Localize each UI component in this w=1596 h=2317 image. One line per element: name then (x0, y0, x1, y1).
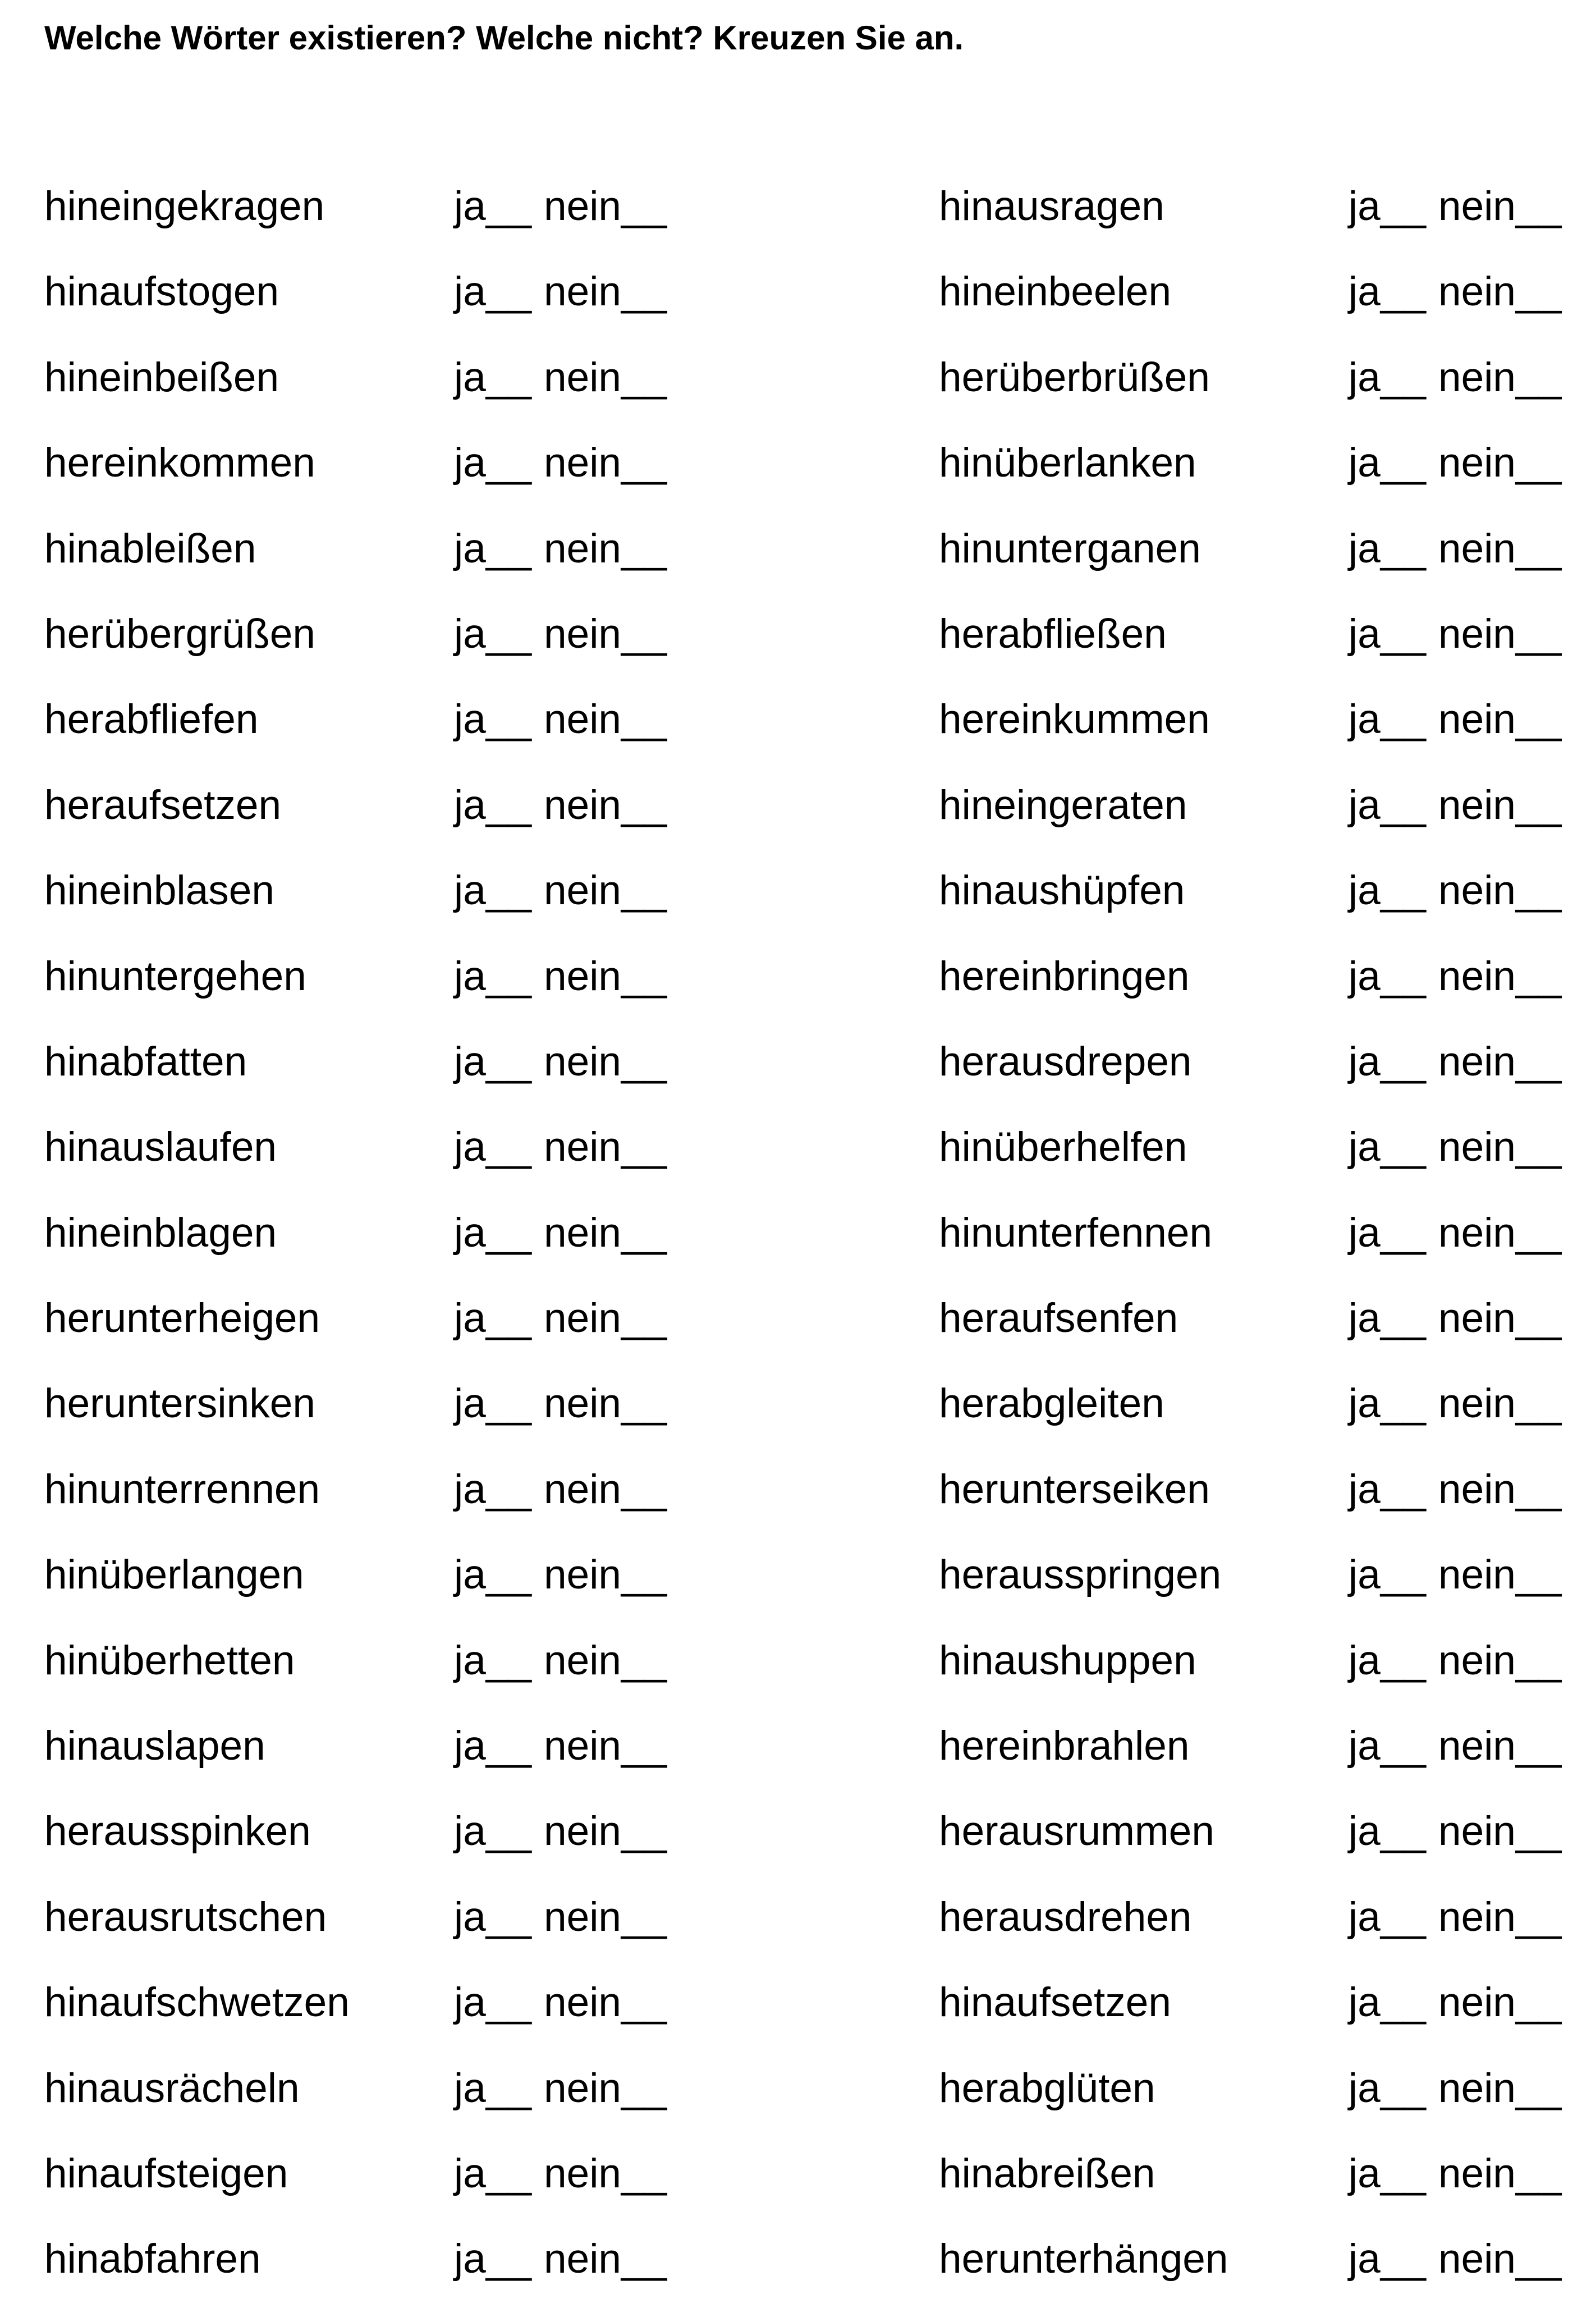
ja-answer-blank[interactable]: ja__ (454, 1894, 532, 1940)
nein-answer-blank[interactable]: nein__ (1438, 1466, 1562, 1512)
word-label: heruntersinken (44, 1381, 315, 1427)
ja-answer-blank[interactable]: ja__ (454, 1466, 532, 1512)
nein-answer-blank[interactable]: nein__ (1438, 269, 1562, 315)
word-label: hineinblagen (44, 1210, 277, 1256)
word-row (939, 1975, 1584, 2060)
word-row (939, 2060, 1584, 2146)
word-row (939, 949, 1584, 1034)
nein-answer-blank[interactable]: nein__ (544, 2236, 667, 2282)
word-row (44, 1205, 690, 1290)
nein-answer-blank[interactable]: nein__ (544, 1466, 667, 1512)
ja-answer-blank[interactable]: ja__ (1349, 868, 1427, 914)
nein-answer-blank[interactable]: nein__ (1438, 354, 1562, 400)
word-label: hinabreißen (939, 2150, 1155, 2196)
nein-answer-blank[interactable]: nein__ (1438, 525, 1562, 571)
word-row (939, 2231, 1584, 2316)
answer-options (1349, 1633, 1561, 1689)
answer-options (1349, 1034, 1561, 1090)
word-row (44, 264, 690, 349)
word-label: heraufsetzen (44, 782, 282, 828)
word-row (44, 949, 690, 1034)
answer-options (1349, 1376, 1561, 1432)
word-label: herübergrüßen (44, 611, 315, 657)
answer-options (1349, 1975, 1561, 2031)
answer-options (1349, 1205, 1561, 1261)
word-row (44, 178, 690, 264)
answer-options (454, 863, 667, 919)
word-label: herunterheigen (44, 1295, 320, 1341)
ja-answer-blank[interactable]: ja__ (454, 697, 532, 743)
answer-options (454, 350, 667, 406)
answer-options (454, 1462, 667, 1518)
ja-answer-blank[interactable]: ja__ (454, 2236, 532, 2282)
ja-answer-blank[interactable]: ja__ (454, 1552, 532, 1598)
word-row (44, 777, 690, 863)
word-label: hineingekragen (44, 184, 325, 229)
word-label: hereinkummen (939, 697, 1210, 743)
word-label: hinabfatten (44, 1038, 247, 1084)
ja-answer-blank[interactable]: ja__ (1349, 782, 1427, 828)
answer-options (454, 1119, 667, 1175)
ja-answer-blank[interactable]: ja__ (454, 2150, 532, 2196)
word-label: hinunterfennen (939, 1210, 1213, 1256)
ja-answer-blank[interactable]: ja__ (454, 782, 532, 828)
word-label: hinuntergehen (44, 953, 306, 999)
ja-answer-blank[interactable]: ja__ (1349, 697, 1427, 743)
answer-options (454, 1633, 667, 1689)
nein-answer-blank[interactable]: nein__ (1438, 1980, 1562, 2026)
nein-answer-blank[interactable]: nein__ (1438, 1894, 1562, 1940)
word-label: hinauslaufen (44, 1124, 277, 1170)
nein-answer-blank[interactable]: nein__ (544, 2150, 667, 2196)
ja-answer-blank[interactable]: ja__ (1349, 1980, 1427, 2026)
ja-answer-blank[interactable]: ja__ (454, 1808, 532, 1854)
word-label: hineinbeelen (939, 269, 1172, 315)
nein-answer-blank[interactable]: nein__ (1438, 2236, 1562, 2282)
answer-options (1349, 1547, 1561, 1603)
word-label: hereinbrahlen (939, 1723, 1190, 1769)
ja-answer-blank[interactable]: ja__ (454, 1381, 532, 1427)
ja-answer-blank[interactable]: ja__ (1349, 1295, 1427, 1341)
word-row (44, 606, 690, 692)
nein-answer-blank[interactable]: nein__ (544, 611, 667, 657)
nein-answer-blank[interactable]: nein__ (544, 525, 667, 571)
ja-answer-blank[interactable]: ja__ (454, 1124, 532, 1170)
answer-options (454, 1205, 667, 1261)
nein-answer-blank[interactable]: nein__ (1438, 2065, 1562, 2111)
answer-options (454, 1975, 667, 2031)
worksheet-title: Welche Wörter existieren? Welche nicht? Kreuzen Sie an. (44, 19, 964, 57)
nein-answer-blank[interactable]: nein__ (1438, 1381, 1562, 1427)
answer-options (1349, 264, 1561, 320)
word-row (939, 1547, 1584, 1632)
ja-answer-blank[interactable]: ja__ (1349, 1552, 1427, 1598)
nein-answer-blank[interactable]: nein__ (544, 1552, 667, 1598)
word-label: herabgleiten (939, 1381, 1164, 1427)
word-label: herausdrepen (939, 1038, 1192, 1084)
word-label: hinausrächeln (44, 2065, 300, 2111)
nein-answer-blank[interactable]: nein__ (1438, 184, 1562, 229)
word-row (44, 2146, 690, 2231)
answer-options (454, 606, 667, 662)
answer-options (454, 1034, 667, 1090)
ja-answer-blank[interactable]: ja__ (1349, 1381, 1427, 1427)
word-label: herausrutschen (44, 1894, 327, 1940)
nein-answer-blank[interactable]: nein__ (544, 354, 667, 400)
ja-answer-blank[interactable]: ja__ (454, 184, 532, 229)
word-label: hinüberlangen (44, 1552, 304, 1598)
word-label: hineinbeißen (44, 354, 279, 400)
ja-answer-blank[interactable]: ja__ (454, 525, 532, 571)
answer-options (1349, 2231, 1561, 2287)
nein-answer-blank[interactable]: nein__ (1438, 2150, 1562, 2196)
word-row (939, 1205, 1584, 1290)
answer-options (454, 1290, 667, 1347)
answer-options (1349, 350, 1561, 406)
answer-options (1349, 2060, 1561, 2117)
answer-options (454, 949, 667, 1005)
ja-answer-blank[interactable]: ja__ (1349, 2236, 1427, 2282)
word-row (44, 1376, 690, 1461)
nein-answer-blank[interactable]: nein__ (544, 1637, 667, 1683)
nein-answer-blank[interactable]: nein__ (1438, 1210, 1562, 1256)
right-word-column (939, 178, 1584, 2317)
nein-answer-blank[interactable]: nein__ (1438, 611, 1562, 657)
ja-answer-blank[interactable]: ja__ (454, 1210, 532, 1256)
nein-answer-blank[interactable]: nein__ (1438, 697, 1562, 743)
answer-options (1349, 1889, 1561, 1945)
nein-answer-blank[interactable]: nein__ (544, 2065, 667, 2111)
nein-answer-blank[interactable]: nein__ (544, 1808, 667, 1854)
word-label: hinüberhelfen (939, 1124, 1187, 1170)
word-row (939, 1633, 1584, 1718)
ja-answer-blank[interactable]: ja__ (1349, 354, 1427, 400)
nein-answer-blank[interactable]: nein__ (544, 953, 667, 999)
ja-answer-blank[interactable]: ja__ (1349, 184, 1427, 229)
ja-answer-blank[interactable]: ja__ (1349, 611, 1427, 657)
answer-options (454, 692, 667, 748)
answer-options (454, 777, 667, 834)
ja-answer-blank[interactable]: ja__ (1349, 1894, 1427, 1940)
word-label: hinaufsteigen (44, 2150, 288, 2196)
word-label: herabglüten (939, 2065, 1155, 2111)
answer-options (454, 1376, 667, 1432)
nein-answer-blank[interactable]: nein__ (544, 1124, 667, 1170)
ja-answer-blank[interactable]: ja__ (454, 1980, 532, 2026)
word-label: herunterseiken (939, 1466, 1210, 1512)
nein-answer-blank[interactable]: nein__ (544, 1210, 667, 1256)
word-row (939, 435, 1584, 520)
answer-options (454, 264, 667, 320)
word-label: hinaufschwetzen (44, 1980, 350, 2026)
ja-answer-blank[interactable]: ja__ (1349, 1808, 1427, 1854)
answer-options (454, 435, 667, 491)
word-row (939, 1803, 1584, 1889)
word-row (939, 521, 1584, 606)
answer-options (1349, 435, 1561, 491)
answer-options (454, 1547, 667, 1603)
word-row (939, 863, 1584, 948)
answer-options (454, 1803, 667, 1860)
ja-answer-blank[interactable]: ja__ (454, 269, 532, 315)
nein-answer-blank[interactable]: nein__ (1438, 1038, 1562, 1084)
answer-options (1349, 949, 1561, 1005)
word-label: hinunterganen (939, 525, 1201, 571)
ja-answer-blank[interactable]: ja__ (1349, 1124, 1427, 1170)
nein-answer-blank[interactable]: nein__ (544, 440, 667, 486)
ja-answer-blank[interactable]: ja__ (454, 868, 532, 914)
ja-answer-blank[interactable]: ja__ (454, 440, 532, 486)
nein-answer-blank[interactable]: nein__ (1438, 1723, 1562, 1769)
ja-answer-blank[interactable]: ja__ (1349, 1038, 1427, 1084)
word-label: hereinkommen (44, 440, 315, 486)
ja-answer-blank[interactable]: ja__ (454, 1637, 532, 1683)
word-label: hinabfahren (44, 2236, 261, 2282)
answer-options (454, 1889, 667, 1945)
word-row (44, 1547, 690, 1632)
nein-answer-blank[interactable]: nein__ (544, 269, 667, 315)
word-label: hinüberhetten (44, 1637, 295, 1683)
word-row (44, 2231, 690, 2316)
ja-answer-blank[interactable]: ja__ (454, 2065, 532, 2111)
word-label: herausrummen (939, 1808, 1214, 1854)
answer-options (454, 2231, 667, 2287)
answer-options (1349, 2146, 1561, 2202)
word-label: hinüberlanken (939, 440, 1196, 486)
nein-answer-blank[interactable]: nein__ (544, 1295, 667, 1341)
ja-answer-blank[interactable]: ja__ (454, 1295, 532, 1341)
nein-answer-blank[interactable]: nein__ (1438, 1295, 1562, 1341)
ja-answer-blank[interactable]: ja__ (1349, 1466, 1427, 1512)
word-row (939, 178, 1584, 264)
nein-answer-blank[interactable]: nein__ (544, 184, 667, 229)
word-row (939, 692, 1584, 777)
word-row (44, 692, 690, 777)
word-label: hineinblasen (44, 868, 274, 914)
word-label: hinauslapen (44, 1723, 265, 1769)
answer-options (454, 521, 667, 577)
word-row (44, 521, 690, 606)
ja-answer-blank[interactable]: ja__ (1349, 2065, 1427, 2111)
nein-answer-blank[interactable]: nein__ (1438, 782, 1562, 828)
ja-answer-blank[interactable]: ja__ (1349, 1637, 1427, 1683)
word-row (939, 1290, 1584, 1376)
answer-options (1349, 521, 1561, 577)
nein-answer-blank[interactable]: nein__ (1438, 1637, 1562, 1683)
word-row (44, 435, 690, 520)
word-row (44, 1633, 690, 1718)
ja-answer-blank[interactable]: ja__ (454, 1038, 532, 1084)
answer-options (1349, 1803, 1561, 1860)
nein-answer-blank[interactable]: nein__ (1438, 1552, 1562, 1598)
word-row (44, 1462, 690, 1547)
word-label: herausspinken (44, 1808, 311, 1854)
nein-answer-blank[interactable]: nein__ (544, 1894, 667, 1940)
nein-answer-blank[interactable]: nein__ (544, 1980, 667, 2026)
answer-options (1349, 1119, 1561, 1175)
answer-options (1349, 606, 1561, 662)
word-row (44, 863, 690, 948)
answer-options (454, 1718, 667, 1774)
nein-answer-blank[interactable]: nein__ (544, 1723, 667, 1769)
ja-answer-blank[interactable]: ja__ (454, 354, 532, 400)
word-label: herausspringen (939, 1552, 1222, 1598)
word-row (44, 1889, 690, 1975)
nein-answer-blank[interactable]: nein__ (1438, 953, 1562, 999)
word-label: hinaushuppen (939, 1637, 1196, 1683)
word-row (939, 1718, 1584, 1803)
nein-answer-blank[interactable]: nein__ (544, 1038, 667, 1084)
answer-options (1349, 1462, 1561, 1518)
ja-answer-blank[interactable]: ja__ (1349, 953, 1427, 999)
ja-answer-blank[interactable]: ja__ (1349, 269, 1427, 315)
ja-answer-blank[interactable]: ja__ (1349, 2150, 1427, 2196)
word-row (939, 1462, 1584, 1547)
word-row (44, 1119, 690, 1205)
word-row (44, 1975, 690, 2060)
ja-answer-blank[interactable]: ja__ (454, 1723, 532, 1769)
word-row (939, 264, 1584, 349)
answer-options (454, 2146, 667, 2202)
word-label: hinausragen (939, 184, 1164, 229)
nein-answer-blank[interactable]: nein__ (1438, 1124, 1562, 1170)
word-row (939, 1034, 1584, 1119)
nein-answer-blank[interactable]: nein__ (1438, 1808, 1562, 1854)
word-row (939, 350, 1584, 435)
word-row (44, 2060, 690, 2146)
answer-options (1349, 178, 1561, 235)
word-row (939, 1889, 1584, 1975)
ja-answer-blank[interactable]: ja__ (1349, 1210, 1427, 1256)
word-label: herabfliefen (44, 697, 259, 743)
word-label: hinaushüpfen (939, 868, 1185, 914)
word-row (44, 1290, 690, 1376)
nein-answer-blank[interactable]: nein__ (1438, 868, 1562, 914)
answer-options (454, 178, 667, 235)
word-row (44, 1718, 690, 1803)
nein-answer-blank[interactable]: nein__ (544, 868, 667, 914)
word-label: heraufsenfen (939, 1295, 1178, 1341)
answer-options (1349, 1290, 1561, 1347)
nein-answer-blank[interactable]: nein__ (544, 782, 667, 828)
word-label: hinaufstogen (44, 269, 279, 315)
word-label: herabfließen (939, 611, 1167, 657)
word-row (44, 350, 690, 435)
word-row (44, 1803, 690, 1889)
word-row (939, 606, 1584, 692)
word-row (939, 2146, 1584, 2231)
ja-answer-blank[interactable]: ja__ (1349, 440, 1427, 486)
ja-answer-blank[interactable]: ja__ (454, 611, 532, 657)
answer-options (1349, 777, 1561, 834)
word-label: herüberbrüßen (939, 354, 1210, 400)
answer-options (1349, 1718, 1561, 1774)
left-word-column (44, 178, 690, 2317)
nein-answer-blank[interactable]: nein__ (544, 1381, 667, 1427)
nein-answer-blank[interactable]: nein__ (544, 697, 667, 743)
answer-options (1349, 863, 1561, 919)
word-label: herunterhängen (939, 2236, 1228, 2282)
answer-options (1349, 692, 1561, 748)
word-label: hineingeraten (939, 782, 1187, 828)
word-label: hereinbringen (939, 953, 1190, 999)
word-label: hinableißen (44, 525, 256, 571)
ja-answer-blank[interactable]: ja__ (1349, 1723, 1427, 1769)
ja-answer-blank[interactable]: ja__ (454, 953, 532, 999)
word-label: hinaufsetzen (939, 1980, 1171, 2026)
ja-answer-blank[interactable]: ja__ (1349, 525, 1427, 571)
word-row (44, 1034, 690, 1119)
word-label: herausdrehen (939, 1894, 1192, 1940)
answer-options (454, 2060, 667, 2117)
nein-answer-blank[interactable]: nein__ (1438, 440, 1562, 486)
word-label: hinunterrennen (44, 1466, 320, 1512)
word-row (939, 777, 1584, 863)
word-row (939, 1119, 1584, 1205)
word-row (939, 1376, 1584, 1461)
